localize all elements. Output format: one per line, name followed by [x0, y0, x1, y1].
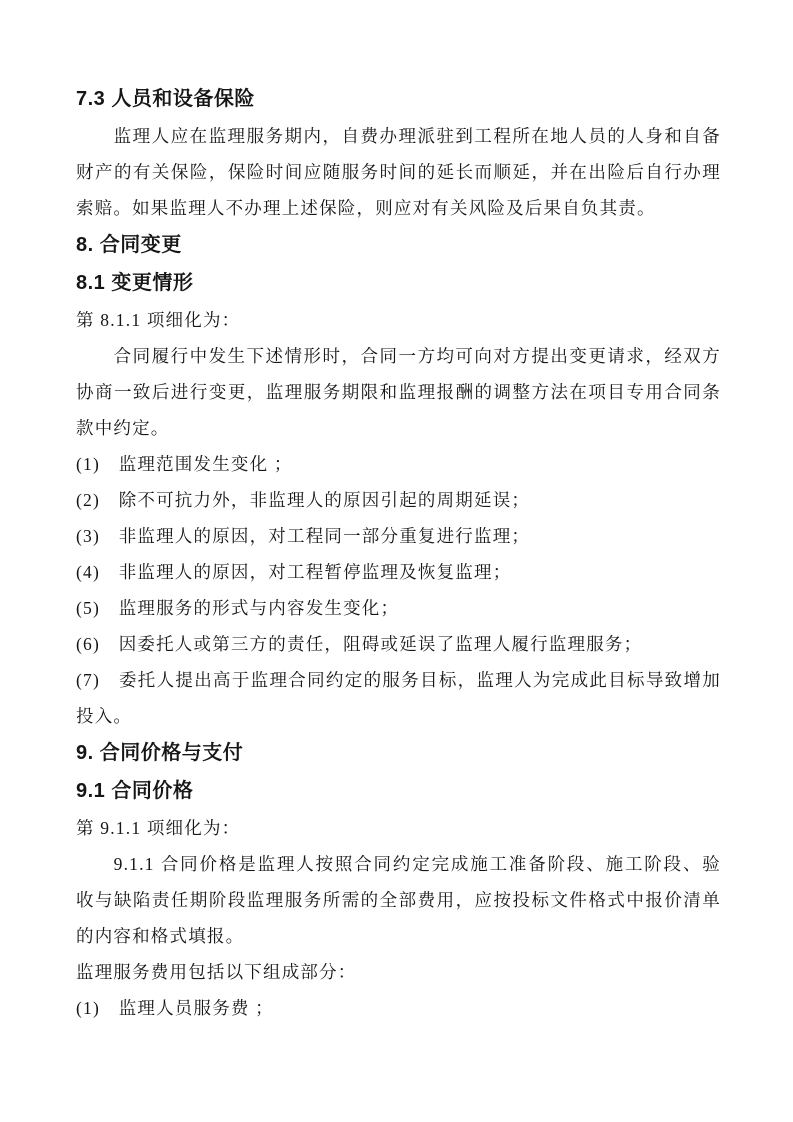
heading-9-1-contract-price: 9.1 合同价格: [76, 780, 194, 802]
label-fee-components-intro: 监理服务费用包括以下组成部分：: [76, 962, 357, 982]
list-item-4-suspend-resume: (4) 非监理人的原因，对工程暂停监理及恢复监理；: [76, 562, 512, 582]
list-item-1-personnel-service-fee: (1) 监理人员服务费 ；: [76, 998, 274, 1018]
list-item-7-higher-target: (7) 委托人提出高于监理合同约定的服务目标，监理人为完成此目标导致增加投入。: [76, 670, 721, 726]
paragraph-change-request: 合同履行中发生下述情形时，合同一方均可向对方提出变更请求，经双方协商一致后进行变更，监理服务期限和监理报酬的调整方法在项目专用合同条款中约定。: [76, 346, 721, 438]
heading-7-3-personnel-equipment-insurance: 7.3 人员和设备保险: [76, 88, 255, 110]
paragraph-insurance-terms: 监理人应在监理服务期内，自费办理派驻到工程所在地人员的人身和自备财产的有关保险，保险时间应随服务时间的延长而顺延，并在出险后自行办理索赔。如果监理人不办理上述保险，则应对有关风险及后果自负其责。: [76, 126, 721, 218]
heading-8-contract-change: 8. 合同变更: [76, 234, 182, 256]
list-item-5-form-content-change: (5) 监理服务的形式与内容发生变化；: [76, 598, 400, 618]
list-item-3-repeated-supervision: (3) 非监理人的原因，对工程同一部分重复进行监理；: [76, 526, 531, 546]
label-clause-8-1-1: 第 8.1.1 项细化为：: [76, 310, 241, 330]
list-item-1-scope-change: (1) 监理范围发生变化 ；: [76, 454, 293, 474]
label-clause-9-1-1: 第 9.1.1 项细化为：: [76, 818, 241, 838]
heading-8-1-change-circumstances: 8.1 变更情形: [76, 272, 194, 294]
paragraph-contract-price-definition: 9.1.1 合同价格是监理人按照合同约定完成施工准备阶段、施工阶段、验收与缺陷责任期阶段监理服务所需的全部费用，应按投标文件格式中报价清单的内容和格式填报。: [76, 854, 721, 946]
heading-9-price-and-payment: 9. 合同价格与支付: [76, 742, 244, 764]
document-body: [76, 80, 721, 1026]
list-item-2-period-delay: (2) 除不可抗力外，非监理人的原因引起的周期延误；: [76, 490, 531, 510]
list-item-6-client-third-party: (6) 因委托人或第三方的责任，阻碍或延误了监理人履行监理服务；: [76, 634, 643, 654]
